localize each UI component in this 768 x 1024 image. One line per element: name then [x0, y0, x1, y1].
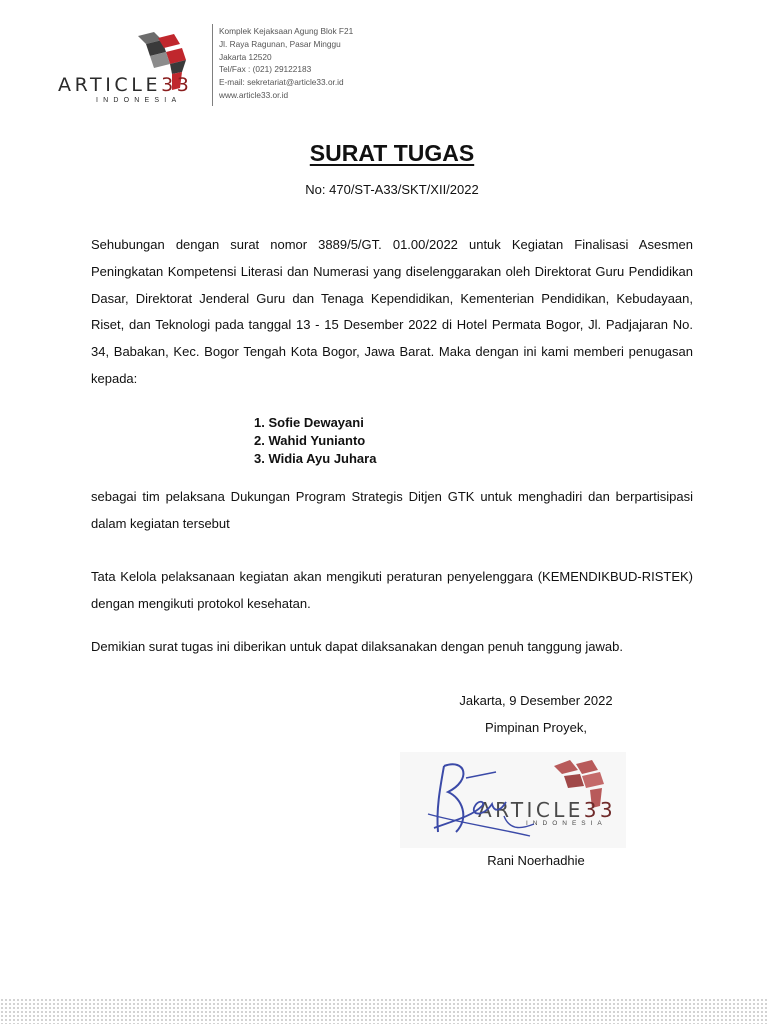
handwritten-signature — [426, 758, 546, 842]
logo-subtitle: INDONESIA — [96, 97, 182, 104]
assignee-list — [254, 414, 376, 468]
signature-place-date: Jakarta, 9 Desember 2022 — [459, 693, 613, 708]
paragraph-role: sebagai tim pelaksana Dukungan Program Strategis Ditjen GTK untuk menghadiri dan berpartisipasi dalam kegiatan tersebut — [91, 489, 693, 531]
signatory-name: Rani Noerhadhie — [487, 853, 585, 868]
letterhead-divider — [212, 24, 213, 106]
contact-city-line: Jakarta 12520 — [219, 51, 272, 62]
logo-wordmark: ARTICLE33 — [58, 74, 193, 96]
document-number: No: 470/ST-A33/SKT/XII/2022 — [305, 182, 479, 197]
assignee-item: 2. Wahid Yunianto — [254, 433, 366, 448]
paragraph-intro: Sehubungan dengan surat nomor 3889/5/GT. 01.00/2022 untuk Kegiatan Finalisasi Asesmen Peningkatan Kompetensi Literasi dan Numerasi yang diselenggarakan oleh Direktorat Guru Pendidikan Dasar, Direktorat Jenderal Guru dan Tenaga Kependidikan, Kementerian Pendidikan, Kebudayaan, Riset, dan Teknologi pada tanggal 13 - 15 Desember 2022 di Hotel Permata Bogor, Jl. Padjajaran No. 34, Babakan, Kec. Bogor Tengah Kota Bogor, Jawa Barat. Maka dengan ini kami memberi penugasan kepada: — [91, 237, 693, 386]
paragraph-governance: Tata Kelola pelaksanaan kegiatan akan mengikuti peraturan penyelenggara (KEMENDIKBUD-RISTEK) dengan mengikuti protokol kesehatan. — [91, 569, 693, 611]
paragraph-closing: Demikian surat tugas ini diberikan untuk dapat dilaksanakan dengan penuh tanggung jawab. — [91, 639, 623, 654]
contact-address-line-2: Jl. Raya Ragunan, Pasar Minggu — [219, 38, 341, 49]
contact-website: www.article33.or.id — [219, 89, 289, 100]
contact-address-line-1: Komplek Kejaksaan Agung Blok F21 — [219, 26, 354, 36]
contact-email: E-mail: sekretariat@article33.or.id — [219, 77, 344, 88]
signature-role: Pimpinan Proyek, — [485, 720, 587, 735]
contact-phone: Tel/Fax : (021) 29122183 — [219, 64, 312, 75]
assignee-item: 1. Sofie Dewayani — [254, 415, 364, 430]
contact-block — [219, 25, 353, 102]
stamp-wordmark: ARTICLE33 — [478, 798, 617, 822]
assignee-item: 3. Widia Ayu Juhara — [254, 451, 377, 466]
page-footer-texture — [0, 998, 768, 1024]
document-title: SURAT TUGAS — [309, 140, 475, 166]
stamp-subtitle: INDONESIA — [526, 820, 607, 827]
